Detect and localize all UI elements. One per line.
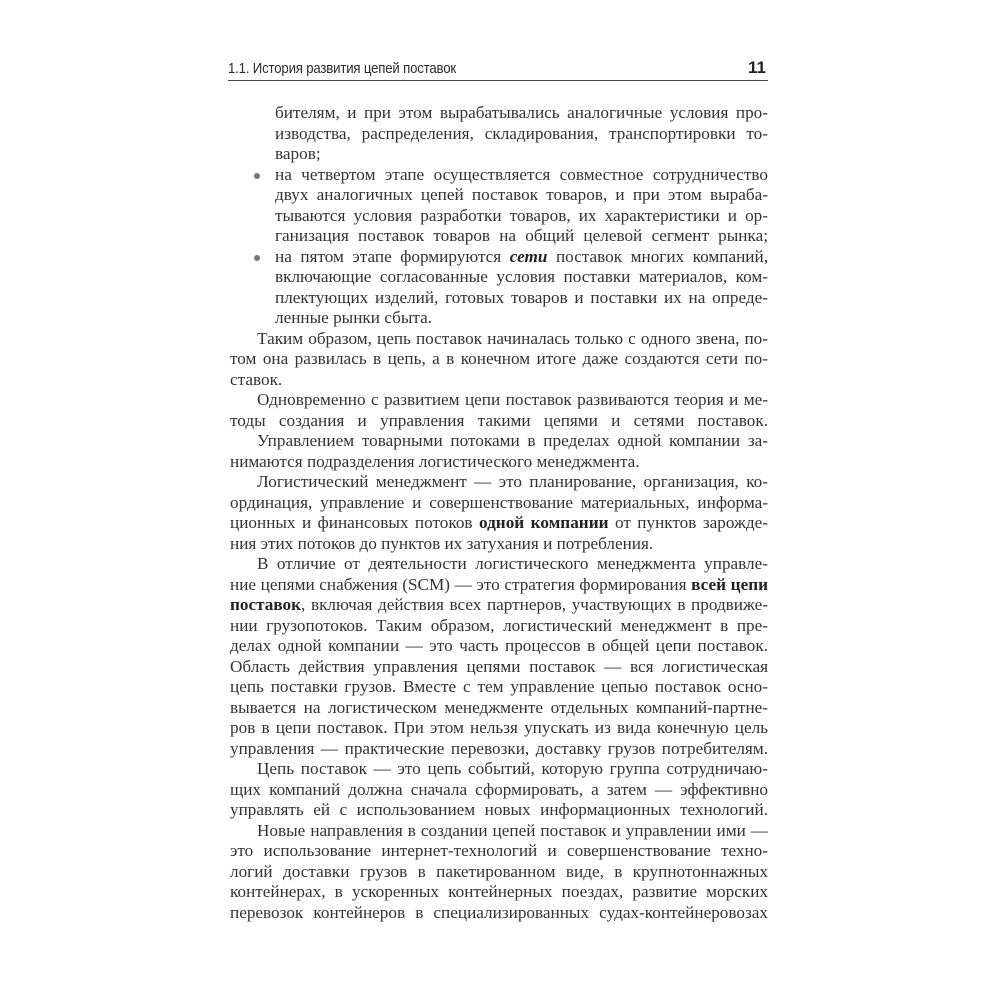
- text-line: [230, 759, 768, 780]
- text-segment: поставок многих компаний,: [547, 246, 768, 266]
- text-line: [230, 226, 768, 247]
- text-segment: делах одной компании — это часть процессов в общей цепи поставок.: [230, 636, 768, 655]
- text-segment: ционных и финансовых потоков: [230, 513, 479, 532]
- text-line: [230, 472, 768, 493]
- paragraph: [230, 759, 768, 821]
- text-segment: контейнерах, в ускоренных контейнерных поездах, развитие морских: [230, 882, 768, 901]
- text-line: [230, 493, 768, 514]
- text-line: [230, 821, 768, 842]
- text-segment: Цепь поставок — это цепь событий, которую группа сотрудничаю-: [257, 759, 768, 778]
- text-line: [230, 841, 768, 862]
- text-segment: нии грузопотоков. Таким образом, логистический менеджмент в пре-: [230, 615, 768, 635]
- text-segment: на четвертом этапе осуществляется совместное сотрудничество: [275, 164, 768, 184]
- text-line: [230, 411, 768, 432]
- text-segment: щих компаний должна сначала сформировать, а затем — эффективно: [230, 779, 768, 799]
- text-segment: варов;: [275, 144, 321, 163]
- bold-text: одной компании: [479, 513, 609, 532]
- text-segment: Таким образом, цепь поставок начиналась только с одного звена, по-: [257, 328, 768, 348]
- text-segment: от пунктов зарожде-: [608, 513, 768, 532]
- page-body: [230, 103, 768, 923]
- text-line: [230, 349, 768, 370]
- text-segment: Логистический менеджмент — это планирование, организация, ко-: [257, 472, 768, 491]
- text-line: [230, 739, 768, 760]
- text-line: [230, 554, 768, 575]
- text-segment: бителям, и при этом вырабатывались аналогичные условия про-: [275, 103, 768, 122]
- text-line: [230, 247, 768, 268]
- text-segment: ставок.: [230, 369, 283, 389]
- text-line: [230, 513, 768, 534]
- text-segment: изводства, распределения, складирования, транспортировки то-: [275, 123, 768, 143]
- text-segment: на пятом этапе формируются: [275, 246, 510, 266]
- text-line: [230, 329, 768, 350]
- text-segment: ординация, управление и совершенствование материальных, информа-: [230, 492, 768, 512]
- text-line: [230, 103, 768, 124]
- text-line: [230, 780, 768, 801]
- emphasis-text: сети: [509, 246, 548, 266]
- paragraph: [230, 390, 768, 431]
- text-line: [230, 636, 768, 657]
- chapter-title: 1.1. История развития цепей поставок: [228, 60, 457, 77]
- text-segment: перевозок контейнеров в специализированных судах-контейнеровозах: [230, 902, 768, 922]
- text-segment: ния этих потоков до пунктов их затухания и потребления.: [230, 533, 654, 553]
- running-header: [228, 58, 768, 81]
- text-line: [230, 308, 768, 329]
- text-segment: это использование интернет-технологий и совершенствование техно-: [230, 841, 768, 860]
- text-line: [230, 698, 768, 719]
- text-line: [230, 165, 768, 186]
- paragraph: [230, 431, 768, 472]
- text-segment: ганизация поставок товаров на общий целевой сегмент рынка;: [275, 226, 768, 245]
- text-line: [230, 124, 768, 145]
- bullet-item: [230, 247, 768, 329]
- text-segment: нимаются подразделения логистического менеджмента.: [230, 451, 640, 471]
- text-segment: Новые направления в создании цепей поставок и управлении ими —: [257, 820, 768, 840]
- text-segment: Управлением товарными потоками в пределах одной компании за-: [257, 431, 768, 450]
- bold-text: поставок: [230, 595, 302, 614]
- text-segment: тываются условия разработки товаров, их характеристики и ор-: [275, 205, 768, 225]
- text-segment: управления — практические перевозки, доставку грузов потребителям.: [230, 738, 768, 758]
- text-segment: двух аналогичных цепей поставок товаров, и при этом выраба-: [275, 185, 768, 204]
- bullet-item: [230, 165, 768, 247]
- text-line: [230, 616, 768, 637]
- text-segment: Область действия управления цепями поставок — вся логистическая: [230, 656, 768, 676]
- text-line: [230, 595, 768, 616]
- text-segment: вывается на логистическом менеджменте отдельных компаний-партне-: [230, 697, 768, 717]
- text-segment: ров в цепи поставок. При этом нельзя упускать из вида конечную цель: [230, 718, 768, 737]
- text-line: [230, 718, 768, 739]
- text-segment: плектующих изделий, готовых товаров и поставки их на опреде-: [275, 287, 768, 307]
- text-segment: цепь поставки грузов. Вместе с тем управление цепью поставок осно-: [230, 677, 768, 696]
- text-line: [230, 575, 768, 596]
- text-line: [230, 390, 768, 411]
- text-line: [230, 882, 768, 903]
- text-line: [230, 144, 768, 165]
- text-segment: управлять ей с использованием новых информационных технологий.: [230, 800, 768, 819]
- paragraph: [230, 554, 768, 759]
- paragraph: [230, 329, 768, 391]
- text-line: [230, 534, 768, 555]
- text-segment: логий доставки грузов в пакетированном виде, в крупнотоннажных: [230, 861, 768, 881]
- bold-text: всей цепи: [691, 574, 768, 594]
- bullet-icon: [254, 255, 260, 261]
- text-line: [230, 677, 768, 698]
- text-segment: В отличие от деятельности логистического менеджмента управле-: [257, 554, 768, 573]
- text-line: [230, 206, 768, 227]
- text-line: [230, 288, 768, 309]
- continued-text: [230, 103, 768, 165]
- text-line: [230, 657, 768, 678]
- text-line: [230, 267, 768, 288]
- text-segment: тоды создания и управления такими цепями и сетями поставок.: [230, 410, 768, 430]
- page-number: 11: [748, 58, 766, 77]
- text-line: [230, 431, 768, 452]
- text-segment: , включая действия всех партнеров, участвующих в продвиже-: [301, 595, 768, 614]
- text-segment: включающие согласованные условия поставки материалов, ком-: [275, 267, 768, 286]
- bullet-icon: [254, 173, 260, 179]
- paragraph: [230, 821, 768, 924]
- text-line: [230, 903, 768, 924]
- text-segment: Одновременно с развитием цепи поставок развиваются теория и ме-: [257, 390, 768, 409]
- text-segment: том она развилась в цепь, а в конечном итоге даже создаются сети по-: [230, 349, 768, 368]
- text-segment: ние цепями снабжения (SCM) — это стратегия формирования: [230, 574, 692, 594]
- text-segment: ленные рынки сбыта.: [275, 308, 433, 327]
- text-line: [230, 862, 768, 883]
- text-line: [230, 452, 768, 473]
- paragraph: [230, 472, 768, 554]
- text-line: [230, 800, 768, 821]
- text-line: [230, 370, 768, 391]
- text-line: [230, 185, 768, 206]
